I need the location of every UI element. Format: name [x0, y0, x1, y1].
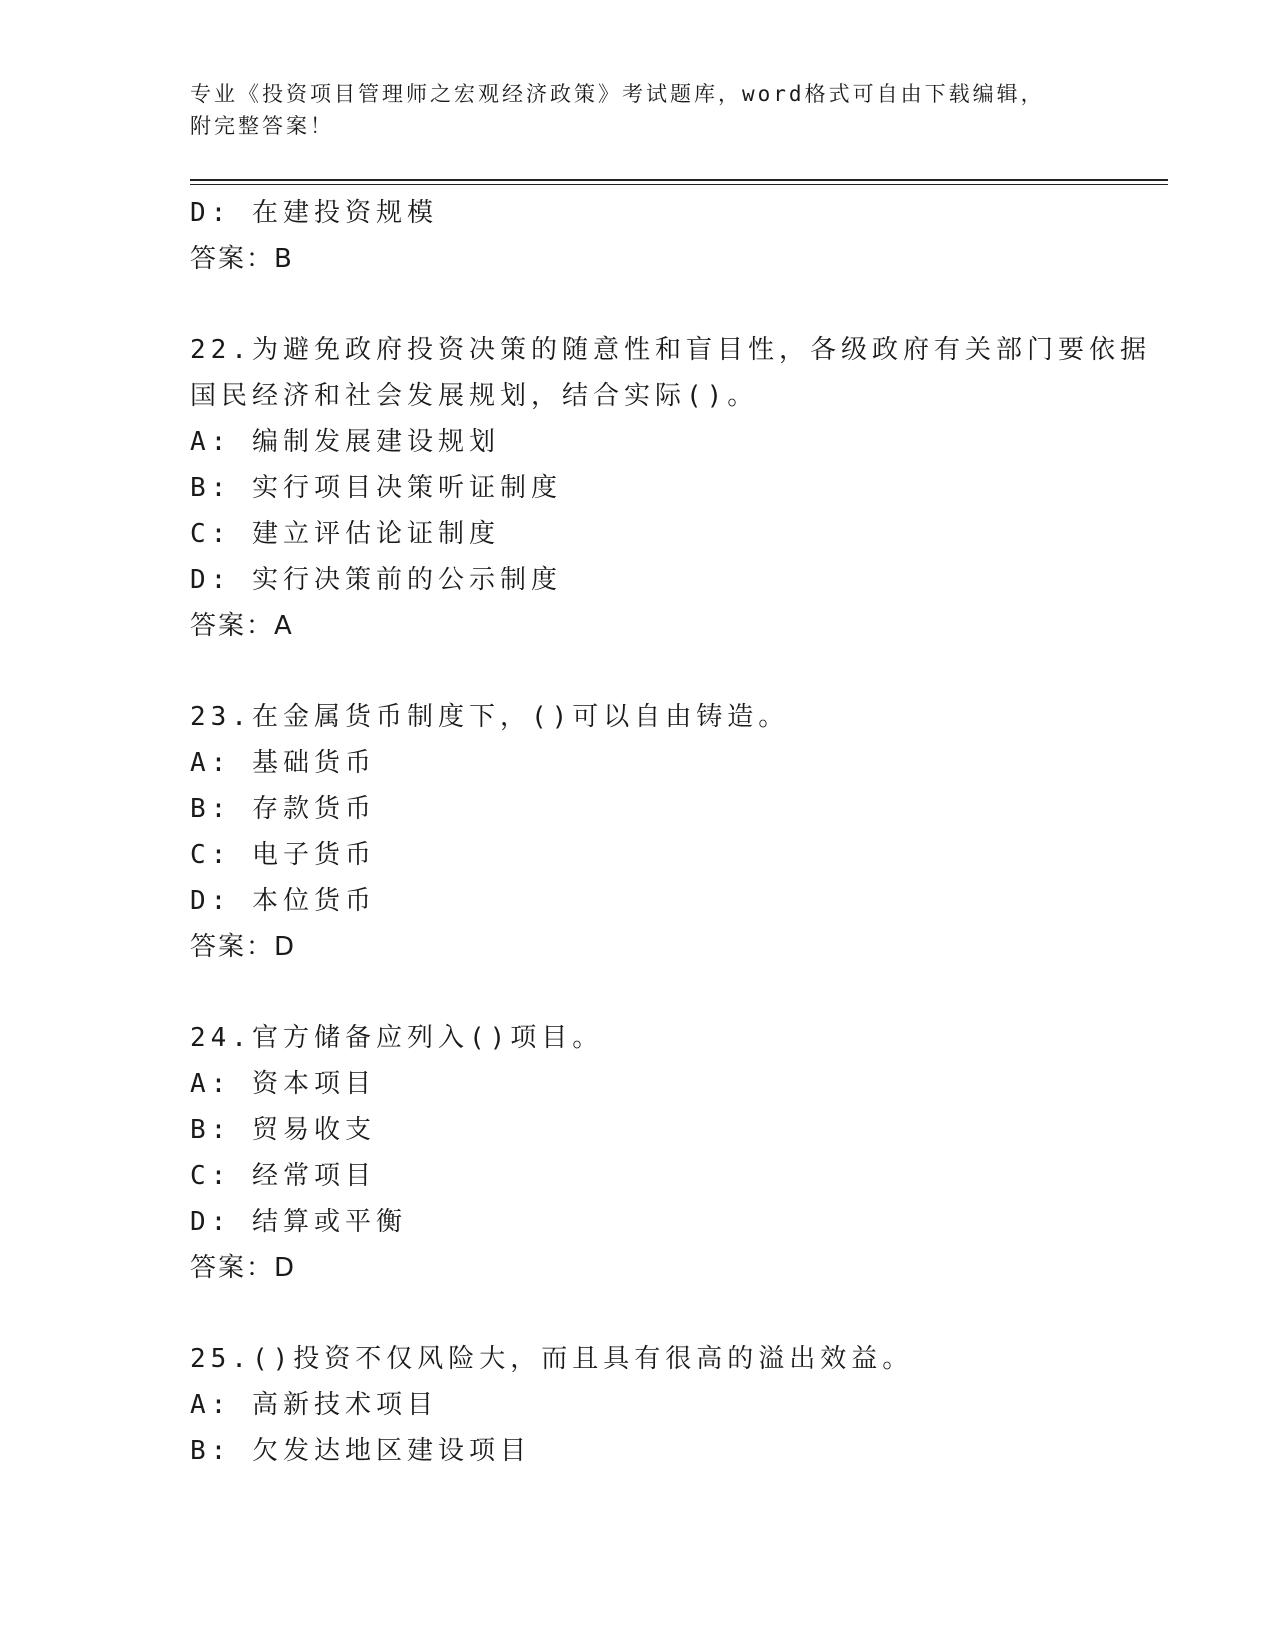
header-divider-thin [190, 184, 1168, 185]
spacer [190, 970, 1170, 1015]
question-25 [190, 1336, 1170, 1474]
question-stem: 25.()投资不仅风险大，而且具有很高的溢出效益。 [190, 1344, 914, 1374]
answer: 答案：D [190, 932, 297, 962]
header-line-2: 附完整答案！ [190, 114, 334, 138]
option-d: D: 本位货币 [190, 886, 376, 916]
option-b: B: 贸易收支 [190, 1115, 376, 1145]
option-b: B: 欠发达地区建设项目 [190, 1436, 531, 1466]
question-stem-continued: 国民经济和社会发展规划，结合实际()。 [190, 381, 759, 411]
question-22 [190, 327, 1170, 649]
option-c: C: 建立评估论证制度 [190, 519, 500, 549]
question-stem: 22.为避免政府投资决策的随意性和盲目性，各级政府有关部门要依据 [190, 335, 1151, 365]
option-d: D: 实行决策前的公示制度 [190, 565, 562, 595]
header-line-1: 专业《投资项目管理师之宏观经济政策》考试题库，word格式可自由下载编辑， [190, 82, 1045, 106]
question-24 [190, 1015, 1170, 1291]
spacer [190, 282, 1170, 327]
option-c: C: 电子货币 [190, 840, 376, 870]
header-divider-thick [190, 179, 1168, 181]
document-header [190, 78, 1090, 142]
option-c: C: 经常项目 [190, 1161, 376, 1191]
option-d: D: 结算或平衡 [190, 1207, 407, 1237]
option-b: B: 存款货币 [190, 794, 376, 824]
question-23 [190, 694, 1170, 970]
spacer [190, 1291, 1170, 1336]
option-a: A: 高新技术项目 [190, 1390, 438, 1420]
answer: 答案：D [190, 1253, 297, 1283]
previous-question-tail [190, 190, 1170, 282]
question-stem: 23.在金属货币制度下，()可以自由铸造。 [190, 702, 790, 732]
option-a: A: 编制发展建设规划 [190, 427, 500, 457]
question-list [190, 190, 1170, 1474]
option-a: A: 资本项目 [190, 1069, 376, 1099]
option-b: B: 实行项目决策听证制度 [190, 473, 562, 503]
answer: 答案：A [190, 611, 294, 641]
question-stem: 24.官方储备应列入()项目。 [190, 1023, 604, 1053]
option-d: D: 在建投资规模 [190, 198, 438, 228]
option-a: A: 基础货币 [190, 748, 376, 778]
spacer [190, 649, 1170, 694]
answer: 答案：B [190, 244, 294, 274]
